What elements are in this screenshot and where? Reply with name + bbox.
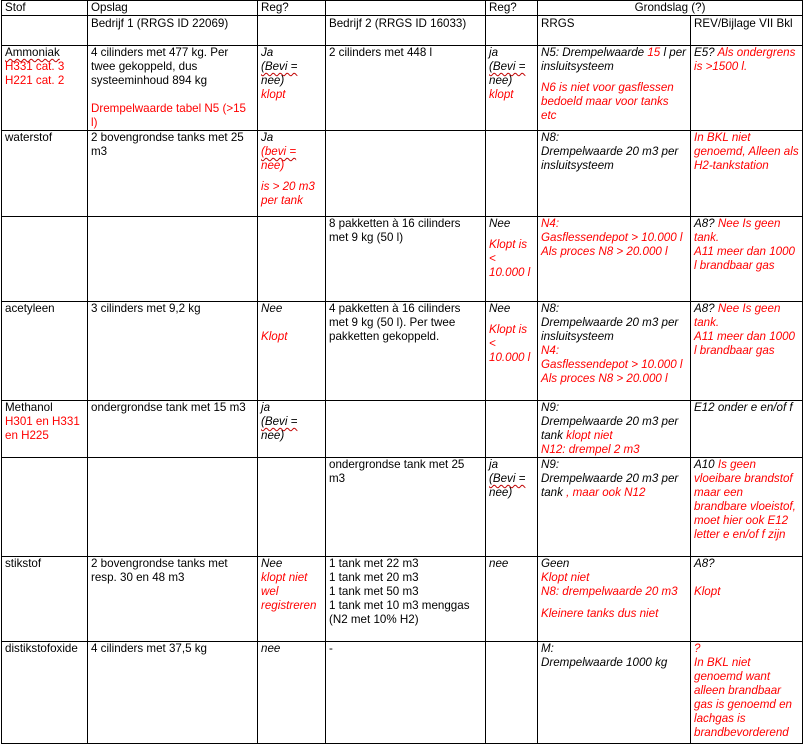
reg-note: (Bevi = (261, 60, 298, 73)
reg-answer: ja (489, 458, 499, 471)
cell-rev (691, 557, 803, 642)
cell-rev (691, 642, 803, 744)
rev-ref: E12 onder e en/of f (694, 401, 793, 414)
cell-reg-2 (486, 217, 538, 302)
rrgs-value: 15 (647, 46, 661, 59)
rrgs-text: Als proces N8 > 20.000 l (541, 245, 668, 258)
cell-reg-2 (486, 131, 538, 217)
rev-comment: In BKL niet genoemd, Alleen als H2-tankstation (694, 131, 799, 172)
cell-bedrijf-1 (88, 401, 258, 458)
cell-bedrijf-1 (88, 557, 258, 642)
cell-bedrijf-1 (88, 642, 258, 744)
cell-reg-2 (486, 401, 538, 458)
rrgs-ref: N9: (541, 458, 560, 471)
reg-note: (Bevi = (261, 415, 298, 428)
rrgs-comment: Klopt niet (541, 571, 590, 584)
rrgs-text: Drempelwaarde 1000 kg (541, 656, 668, 669)
stof-name: stikstof (5, 557, 42, 570)
rrgs-text: l per insluitsysteem (541, 46, 687, 73)
cell-bedrijf-1 (88, 217, 258, 302)
reg-note: nee) (489, 486, 513, 499)
reg-answer: Ja (261, 46, 274, 59)
cell-rev (691, 302, 803, 401)
rrgs-ref: N4: (541, 217, 560, 230)
reg-note: nee) (261, 429, 285, 442)
rrgs-comment: klopt niet (566, 429, 613, 442)
stof-name: acetyleen (5, 302, 55, 315)
opslag-text: 4 cilinders met 37,5 kg (91, 642, 207, 655)
rev-comment: In BKL niet genoemd want alleen brandbaar gas is genoemd en lachgas is brandbevorderend (694, 656, 792, 739)
cell-reg-1 (258, 217, 326, 302)
table-row (2, 642, 803, 744)
cell-reg-2 (486, 458, 538, 557)
reg-comment: klopt (489, 88, 514, 101)
cell-rrgs (538, 302, 691, 401)
cell-rev (691, 401, 803, 458)
rrgs-text: Gasflessendepot > 10.000 l (541, 231, 683, 244)
rrgs-ref: N8: (541, 302, 560, 315)
col-header-reg-1: Reg? (258, 1, 326, 16)
col-header-opslag: Opslag (88, 1, 258, 16)
cell-stof (2, 46, 88, 131)
reg-note: (Bevi = (489, 472, 526, 485)
cell-stof (2, 401, 88, 458)
reg-answer: nee (261, 642, 281, 655)
rev-ref: A8? (694, 557, 715, 570)
rrgs-text: Drempelwaarde 20 m3 per insluitsysteem (541, 316, 679, 343)
rrgs-ref: N8: (541, 131, 560, 144)
opslag-text: ondergrondse tank met 15 m3 (91, 401, 246, 414)
cell-reg-1 (258, 401, 326, 458)
opslag-text: 1 tank met 20 m3 (329, 571, 419, 584)
reg-answer: nee (489, 557, 509, 570)
cell-bedrijf-2 (326, 557, 486, 642)
rrgs-comment: Kleinere tanks dus niet (541, 607, 659, 620)
opslag-text: 1 tank met 50 m3 (329, 585, 419, 598)
rrgs-text: Gasflessendepot > 10.000 l (541, 358, 683, 371)
reg-answer: ja (489, 46, 499, 59)
cell-stof (2, 131, 88, 217)
reg-note: (bevi = (261, 145, 297, 158)
cell-stof (2, 217, 88, 302)
rev-comment: Nee Is geen tank. (694, 217, 781, 244)
cell-stof (2, 302, 88, 401)
grondslag-table (1, 0, 803, 744)
cell-stof (2, 642, 88, 744)
subheader-empty-reg-1 (258, 16, 326, 46)
cell-rev (691, 217, 803, 302)
subheader-empty-stof (2, 16, 88, 46)
rrgs-text: Geen (541, 557, 570, 570)
hazard-code: H301 en H331 en H225 (5, 415, 80, 442)
col-header-bedrijf-2-top (326, 1, 486, 16)
col-header-stof: Stof (2, 1, 88, 16)
cell-bedrijf-2 (326, 458, 486, 557)
rev-comment: Nee Is geen tank. (694, 302, 781, 329)
cell-bedrijf-1 (88, 131, 258, 217)
rrgs-comment: N8: drempelwaarde 20 m3 (541, 585, 678, 598)
rev-comment: A11 meer dan 1000 l brandbaar gas (694, 245, 795, 272)
opslag-text: 2 bovengrondse tanks met resp. 30 en 48 m3 (91, 557, 228, 584)
cell-rev (691, 131, 803, 217)
hazard-code: H221 cat. 2 (5, 74, 65, 87)
subheader-rrgs: RRGS (538, 16, 691, 46)
rev-comment: Als ondergrens is >1500 l. (694, 46, 796, 73)
table-row (2, 302, 803, 401)
reg-comment: klopt (261, 88, 286, 101)
rrgs-text: Drempelwaarde 20 m3 per tank (541, 472, 679, 499)
cell-rrgs (538, 131, 691, 217)
cell-reg-2 (486, 642, 538, 744)
col-header-grondslag: Grondslag (?) (538, 1, 803, 16)
table-row (2, 131, 803, 217)
rrgs-text: Drempelwaarde 20 m3 per tank (541, 415, 679, 442)
opslag-text: 4 pakketten à 16 cilinders met 9 kg (50 l). Per twee pakketten gekoppeld. (329, 302, 461, 343)
rrgs-comment: N6 is niet voor gasflessen bedoeld maar voor tanks etc (541, 81, 674, 122)
cell-reg-1 (258, 642, 326, 744)
cell-reg-2 (486, 557, 538, 642)
header-row (2, 1, 803, 16)
opslag-text: 8 pakketten à 16 cilinders met 9 kg (50 l) (329, 217, 461, 244)
cell-stof (2, 458, 88, 557)
table-row (2, 46, 803, 131)
subheader-empty-reg-2 (486, 16, 538, 46)
reg-note: nee) (489, 74, 513, 87)
opslag-text: 1 tank met 22 m3 (329, 557, 419, 570)
stof-name: distikstofoxide (5, 642, 78, 655)
cell-bedrijf-1 (88, 458, 258, 557)
reg-answer: Nee (489, 302, 511, 315)
reg-comment: Klopt is < 10.000 l (489, 238, 531, 279)
reg-comment: Klopt is < 10.000 l (489, 323, 531, 364)
cell-rrgs (538, 217, 691, 302)
reg-note: nee) (261, 74, 285, 87)
cell-bedrijf-1 (88, 302, 258, 401)
rrgs-comment: N12: drempel 2 m3 (541, 443, 640, 456)
subheader-bedrijf-2: Bedrijf 2 (RRGS ID 16033) (326, 16, 486, 46)
reg-answer: Nee (261, 557, 283, 570)
cell-bedrijf-2 (326, 217, 486, 302)
rev-ref: ? (694, 642, 701, 655)
subheader-bedrijf-1: Bedrijf 1 (RRGS ID 22069) (88, 16, 258, 46)
cell-rrgs (538, 401, 691, 458)
cell-bedrijf-2 (326, 46, 486, 131)
cell-stof (2, 557, 88, 642)
cell-reg-1 (258, 458, 326, 557)
cell-reg-2 (486, 302, 538, 401)
cell-reg-1 (258, 302, 326, 401)
cell-reg-1 (258, 46, 326, 131)
rrgs-ref: M: (541, 642, 554, 655)
stof-name: Ammoniak (5, 46, 60, 59)
rev-comment: Is geen vloeibare brandstof maar een brandbare vloeistof, moet hier ook E12 letter e en/of f zijn (694, 458, 796, 541)
subheader-rev: REV/Bijlage VII Bkl (691, 16, 803, 46)
table-row (2, 217, 803, 302)
rrgs-ref: N9: (541, 401, 560, 414)
col-header-reg-2: Reg? (486, 1, 538, 16)
reg-answer: Nee (261, 302, 283, 315)
cell-bedrijf-2 (326, 302, 486, 401)
cell-rrgs (538, 46, 691, 131)
rrgs-ref: N4: (541, 344, 560, 357)
rev-comment: Klopt (694, 585, 721, 598)
table-row (2, 458, 803, 557)
opslag-text: ondergrondse tank met 25 m3 (329, 458, 465, 485)
opslag-text: - (329, 642, 333, 655)
rev-ref: E5? (694, 46, 715, 59)
cell-reg-2 (486, 46, 538, 131)
cell-bedrijf-1 (88, 46, 258, 131)
cell-bedrijf-2 (326, 131, 486, 217)
reg-comment: Klopt (261, 330, 288, 343)
reg-answer: Nee (489, 217, 511, 230)
reg-comment: klopt niet wel registreren (261, 571, 317, 612)
opslag-text: 4 cilinders met 477 kg. Per twee gekoppeld, dus systeeminhoud 894 kg (91, 46, 229, 87)
stof-name: waterstof (5, 131, 53, 144)
opslag-text: 2 bovengrondse tanks met 25 m3 (91, 131, 244, 158)
hazard-code: H331 cat. 3 (5, 60, 65, 73)
cell-rrgs (538, 458, 691, 557)
table-row (2, 557, 803, 642)
reg-answer: Ja (261, 131, 274, 144)
opslag-text: 3 cilinders met 9,2 kg (91, 302, 201, 315)
cell-reg-1 (258, 131, 326, 217)
cell-bedrijf-2 (326, 401, 486, 458)
cell-rev (691, 458, 803, 557)
reg-comment: is > 20 m3 per tank (261, 180, 315, 207)
rev-ref: A8? (694, 217, 715, 230)
reg-note: (Bevi = (489, 60, 526, 73)
reg-answer: ja (261, 401, 271, 414)
cell-rrgs (538, 557, 691, 642)
rev-ref: A8? (694, 302, 715, 315)
rev-ref: A10 (694, 458, 715, 471)
cell-bedrijf-2 (326, 642, 486, 744)
rrgs-comment: , maar ook N12 (566, 486, 646, 499)
rev-comment: A11 meer dan 1000 l brandbaar gas (694, 330, 795, 357)
cell-rev (691, 46, 803, 131)
reg-note: nee) (261, 159, 285, 172)
stof-name: Methanol (5, 401, 53, 414)
opslag-note: Drempelwaarde tabel N5 (>15 l) (91, 102, 246, 129)
opslag-text: 1 tank met 10 m3 menggas (N2 met 10% H2) (329, 599, 470, 626)
subheader-row (2, 16, 803, 46)
opslag-text: 2 cilinders met 448 l (329, 46, 433, 59)
rrgs-text: N5: Drempelwaarde (541, 46, 645, 59)
cell-rrgs (538, 642, 691, 744)
table-row (2, 401, 803, 458)
rrgs-text: Drempelwaarde 20 m3 per insluitsysteem (541, 145, 679, 172)
rrgs-text: Als proces N8 > 20.000 l (541, 372, 668, 385)
cell-reg-1 (258, 557, 326, 642)
